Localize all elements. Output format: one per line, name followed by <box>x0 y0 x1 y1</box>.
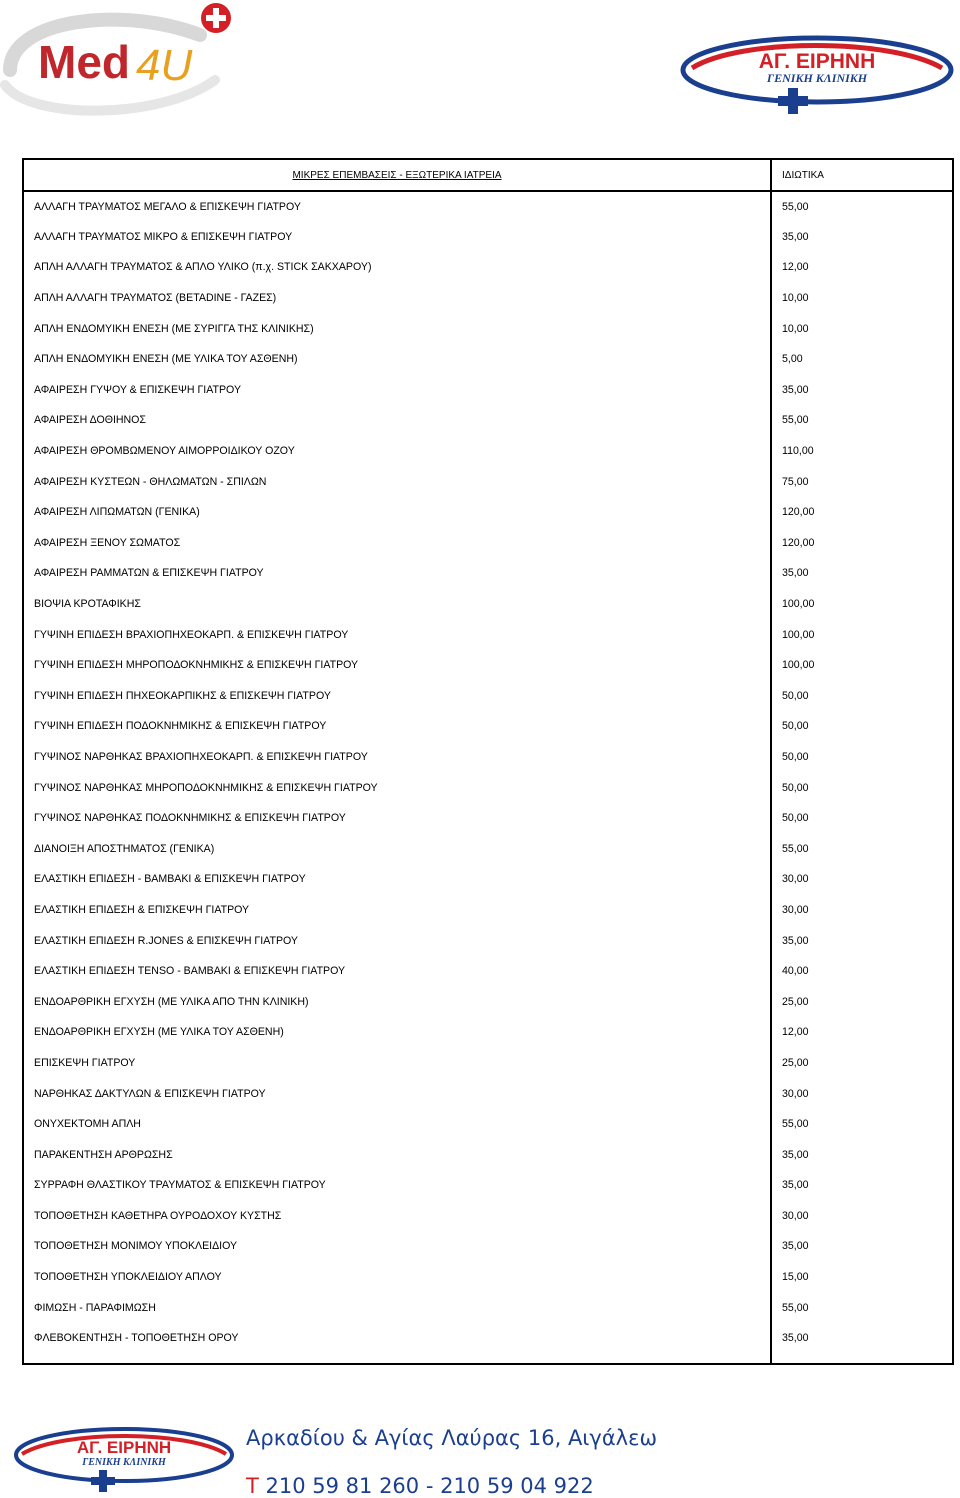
service-price: 40,00 <box>771 956 953 987</box>
service-price: 35,00 <box>771 1231 953 1262</box>
table-spacer-row <box>23 1354 953 1364</box>
service-price: 25,00 <box>771 1048 953 1079</box>
table-row <box>23 558 953 589</box>
medical-cross-icon <box>201 3 231 33</box>
service-price: 50,00 <box>771 742 953 773</box>
phone-prefix: T <box>246 1474 259 1498</box>
service-price: 10,00 <box>771 313 953 344</box>
table-row <box>23 528 953 559</box>
table-row <box>23 436 953 467</box>
table-row <box>23 283 953 314</box>
service-price: 110,00 <box>771 436 953 467</box>
med4u-logo-4u: 4U <box>136 41 193 90</box>
footer-address: Αρκαδίου & Αγίας Λαύρας 16, Αιγάλεω <box>246 1426 658 1450</box>
service-price: 30,00 <box>771 1201 953 1232</box>
price-table <box>22 158 954 1365</box>
clinic-logo-bottom <box>12 1422 237 1494</box>
table-row <box>23 1170 953 1201</box>
table-row <box>23 1078 953 1109</box>
table-row <box>23 742 953 773</box>
service-price: 100,00 <box>771 589 953 620</box>
table-row <box>23 803 953 834</box>
table-row <box>23 1262 953 1293</box>
service-name: ΔΙΑΝΟΙΞΗ ΑΠΟΣΤΗΜΑΤΟΣ (ΓΕΝΙΚΑ) <box>23 833 771 864</box>
table-row <box>23 1048 953 1079</box>
table-header-row <box>23 159 953 191</box>
table-row <box>23 833 953 864</box>
service-name: ΤΟΠΟΘΕΤΗΣΗ ΜΟΝΙΜΟΥ ΥΠΟΚΛΕΙΔΙΟΥ <box>23 1231 771 1262</box>
service-name: ΓΥΨΙΝΗ ΕΠΙΔΕΣΗ ΒΡΑΧΙΟΠΗΧΕΟΚΑΡΠ. & ΕΠΙΣΚΕΨΗ ΓΙΑΤΡΟΥ <box>23 619 771 650</box>
service-price: 50,00 <box>771 711 953 742</box>
service-name: ΑΛΛΑΓΗ ΤΡΑΥΜΑΤΟΣ ΜΙΚΡΟ & ΕΠΙΣΚΕΨΗ ΓΙΑΤΡΟΥ <box>23 222 771 253</box>
spacer-cell <box>23 1354 771 1364</box>
table-row <box>23 956 953 987</box>
service-name: ΑΠΛΗ ΑΛΛΑΓΗ ΤΡΑΥΜΑΤΟΣ (BETADINE - ΓΑΖΕΣ) <box>23 283 771 314</box>
service-name: ΓΥΨΙΝΟΣ ΝΑΡΘΗΚΑΣ ΒΡΑΧΙΟΠΗΧΕΟΚΑΡΠ. & ΕΠΙΣΚΕΨΗ ΓΙΑΤΡΟΥ <box>23 742 771 773</box>
service-name: ΓΥΨΙΝΗ ΕΠΙΔΕΣΗ ΜΗΡΟΠΟΔΟΚΝΗΜΙΚΗΣ & ΕΠΙΣΚΕΨΗ ΓΙΑΤΡΟΥ <box>23 650 771 681</box>
service-name: ΑΦΑΙΡΕΣΗ ΚΥΣΤΕΩΝ - ΘΗΛΩΜΑΤΩΝ - ΣΠΙΛΩΝ <box>23 466 771 497</box>
service-name: ΕΝΔΟΑΡΘΡΙΚΗ ΕΓΧΥΣΗ (ΜΕ ΥΛΙΚΑ ΤΟΥ ΑΣΘΕΝΗ) <box>23 1017 771 1048</box>
clinic-logo-bottom-subtitle: ΓΕΝΙΚΗ ΚΛΙΝΙΚΗ <box>82 1457 166 1468</box>
service-name: ΣΥΡΡΑΦΗ ΘΛΑΣΤΙΚΟΥ ΤΡΑΥΜΑΤΟΣ & ΕΠΙΣΚΕΨΗ ΓΙΑΤΡΟΥ <box>23 1170 771 1201</box>
table-row <box>23 650 953 681</box>
service-name: ΠΑΡΑΚΕΝΤΗΣΗ ΑΡΘΡΩΣΗΣ <box>23 1139 771 1170</box>
service-name: ΑΦΑΙΡΕΣΗ ΞΕΝΟΥ ΣΩΜΑΤΟΣ <box>23 528 771 559</box>
table-row <box>23 405 953 436</box>
table-row <box>23 1292 953 1323</box>
service-price: 12,00 <box>771 1017 953 1048</box>
service-price: 15,00 <box>771 1262 953 1293</box>
table-row <box>23 1017 953 1048</box>
clinic-logo-top <box>680 30 955 115</box>
spacer-cell <box>771 1354 953 1364</box>
clinic-logo-bottom-title: ΑΓ. ΕΙΡΗΝΗ <box>76 1438 172 1457</box>
service-name: ΓΥΨΙΝΟΣ ΝΑΡΘΗΚΑΣ ΜΗΡΟΠΟΔΟΚΝΗΜΙΚΗΣ & ΕΠΙΣΚΕΨΗ ΓΙΑΤΡΟΥ <box>23 772 771 803</box>
service-name: ΓΥΨΙΝΗ ΕΠΙΔΕΣΗ ΠΟΔΟΚΝΗΜΙΚΗΣ & ΕΠΙΣΚΕΨΗ ΓΙΑΤΡΟΥ <box>23 711 771 742</box>
service-price: 75,00 <box>771 466 953 497</box>
phone-numbers: 210 59 81 260 - 210 59 04 922 <box>265 1474 594 1498</box>
med4u-logo-med: Med <box>38 36 130 88</box>
service-price: 25,00 <box>771 986 953 1017</box>
table-row <box>23 375 953 406</box>
clinic-logo-subtitle: ΓΕΝΙΚΗ ΚΛΙΝΙΚΗ <box>766 71 868 85</box>
service-price: 55,00 <box>771 1109 953 1140</box>
table-row <box>23 986 953 1017</box>
table-row <box>23 1139 953 1170</box>
service-price: 55,00 <box>771 191 953 222</box>
service-price: 120,00 <box>771 528 953 559</box>
service-price: 55,00 <box>771 1292 953 1323</box>
service-name: ΓΥΨΙΝΟΣ ΝΑΡΘΗΚΑΣ ΠΟΔΟΚΝΗΜΙΚΗΣ & ΕΠΙΣΚΕΨΗ ΓΙΑΤΡΟΥ <box>23 803 771 834</box>
service-name: ΑΛΛΑΓΗ ΤΡΑΥΜΑΤΟΣ ΜΕΓΑΛΟ & ΕΠΙΣΚΕΨΗ ΓΙΑΤΡΟΥ <box>23 191 771 222</box>
service-price: 35,00 <box>771 1170 953 1201</box>
service-price: 100,00 <box>771 650 953 681</box>
table-row <box>23 864 953 895</box>
table-row <box>23 1231 953 1262</box>
service-name: ΤΟΠΟΘΕΤΗΣΗ ΥΠΟΚΛΕΙΔΙΟΥ ΑΠΛΟΥ <box>23 1262 771 1293</box>
service-name: ΑΦΑΙΡΕΣΗ ΔΟΘΙΗΝΟΣ <box>23 405 771 436</box>
med4u-logo <box>0 0 240 125</box>
service-price: 55,00 <box>771 405 953 436</box>
header-private: ΙΔΙΩΤΙΚΑ <box>771 159 953 191</box>
table-row <box>23 1109 953 1140</box>
table-row <box>23 681 953 712</box>
service-price: 35,00 <box>771 558 953 589</box>
service-name: ΦΙΜΩΣΗ - ΠΑΡΑΦΙΜΩΣΗ <box>23 1292 771 1323</box>
service-name: ΕΛΑΣΤΙΚΗ ΕΠΙΔΕΣΗ & ΕΠΙΣΚΕΨΗ ΓΙΑΤΡΟΥ <box>23 895 771 926</box>
service-price: 35,00 <box>771 1323 953 1354</box>
table-row <box>23 466 953 497</box>
service-name: ΑΠΛΗ ΕΝΔΟΜΥΙΚΗ ΕΝΕΣΗ (ΜΕ ΥΛΙΚΑ ΤΟΥ ΑΣΘΕΝΗ) <box>23 344 771 375</box>
table-row <box>23 252 953 283</box>
service-price: 50,00 <box>771 772 953 803</box>
service-price: 100,00 <box>771 619 953 650</box>
table-body <box>23 191 953 1364</box>
table-row <box>23 344 953 375</box>
service-name: ΑΦΑΙΡΕΣΗ ΛΙΠΩΜΑΤΩΝ (ΓΕΝΙΚΑ) <box>23 497 771 528</box>
table-row <box>23 589 953 620</box>
service-name: ΕΝΔΟΑΡΘΡΙΚΗ ΕΓΧΥΣΗ (ΜΕ ΥΛΙΚΑ ΑΠΟ ΤΗΝ ΚΛΙΝΙΚΗ) <box>23 986 771 1017</box>
table-row <box>23 1323 953 1354</box>
service-price: 12,00 <box>771 252 953 283</box>
service-name: ΕΛΑΣΤΙΚΗ ΕΠΙΔΕΣΗ TENSO - ΒΑΜΒΑΚΙ & ΕΠΙΣΚΕΨΗ ΓΙΑΤΡΟΥ <box>23 956 771 987</box>
service-price: 50,00 <box>771 681 953 712</box>
service-name: ΕΛΑΣΤΙΚΗ ΕΠΙΔΕΣΗ R.JONES & ΕΠΙΣΚΕΨΗ ΓΙΑΤΡΟΥ <box>23 925 771 956</box>
service-name: ΕΠΙΣΚΕΨΗ ΓΙΑΤΡΟΥ <box>23 1048 771 1079</box>
service-price: 10,00 <box>771 283 953 314</box>
service-name: ΕΛΑΣΤΙΚΗ ΕΠΙΔΕΣΗ - ΒΑΜΒΑΚΙ & ΕΠΙΣΚΕΨΗ ΓΙΑΤΡΟΥ <box>23 864 771 895</box>
service-name: ΒΙΟΨΙΑ ΚΡΟΤΑΦΙΚΗΣ <box>23 589 771 620</box>
service-name: ΟΝΥΧΕΚΤΟΜΗ ΑΠΛΗ <box>23 1109 771 1140</box>
table-row <box>23 772 953 803</box>
table-row <box>23 313 953 344</box>
service-price: 55,00 <box>771 833 953 864</box>
service-name: ΑΦΑΙΡΕΣΗ ΘΡΟΜΒΩΜΕΝΟΥ ΑΙΜΟΡΡΟΙΔΙΚΟΥ ΟΖΟΥ <box>23 436 771 467</box>
service-name: ΤΟΠΟΘΕΤΗΣΗ ΚΑΘΕΤΗΡΑ ΟΥΡΟΔΟΧΟΥ ΚΥΣΤΗΣ <box>23 1201 771 1232</box>
service-price: 120,00 <box>771 497 953 528</box>
table-row <box>23 925 953 956</box>
service-price: 5,00 <box>771 344 953 375</box>
header-service: ΜΙΚΡΕΣ ΕΠΕΜΒΑΣΕΙΣ - ΕΞΩΤΕΡΙΚΑ ΙΑΤΡΕΙΑ <box>23 159 771 191</box>
service-name: ΑΦΑΙΡΕΣΗ ΓΥΨΟΥ & ΕΠΙΣΚΕΨΗ ΓΙΑΤΡΟΥ <box>23 375 771 406</box>
service-price: 35,00 <box>771 375 953 406</box>
table-row <box>23 191 953 222</box>
service-name: ΑΦΑΙΡΕΣΗ ΡΑΜΜΑΤΩΝ & ΕΠΙΣΚΕΨΗ ΓΙΑΤΡΟΥ <box>23 558 771 589</box>
clinic-logo-title: ΑΓ. ΕΙΡΗΝΗ <box>758 50 876 73</box>
table-row <box>23 1201 953 1232</box>
table-row <box>23 222 953 253</box>
service-price: 50,00 <box>771 803 953 834</box>
service-price: 30,00 <box>771 864 953 895</box>
service-name: ΑΠΛΗ ΑΛΛΑΓΗ ΤΡΑΥΜΑΤΟΣ & ΑΠΛΟ ΥΛΙΚΟ (π.χ. STICK ΣΑΚΧΑΡΟΥ) <box>23 252 771 283</box>
service-name: ΝΑΡΘΗΚΑΣ ΔΑΚΤΥΛΩΝ & ΕΠΙΣΚΕΨΗ ΓΙΑΤΡΟΥ <box>23 1078 771 1109</box>
service-name: ΓΥΨΙΝΗ ΕΠΙΔΕΣΗ ΠΗΧΕΟΚΑΡΠΙΚΗΣ & ΕΠΙΣΚΕΨΗ ΓΙΑΤΡΟΥ <box>23 681 771 712</box>
table-row <box>23 711 953 742</box>
service-name: ΑΠΛΗ ΕΝΔΟΜΥΙΚΗ ΕΝΕΣΗ (ΜΕ ΣΥΡΙΓΓΑ ΤΗΣ ΚΛΙΝΙΚΗΣ) <box>23 313 771 344</box>
table-row <box>23 895 953 926</box>
table-row <box>23 619 953 650</box>
service-price: 30,00 <box>771 1078 953 1109</box>
service-price: 35,00 <box>771 925 953 956</box>
service-price: 35,00 <box>771 222 953 253</box>
service-name: ΦΛΕΒΟΚΕΝΤΗΣΗ - ΤΟΠΟΘΕΤΗΣΗ ΟΡΟΥ <box>23 1323 771 1354</box>
service-price: 30,00 <box>771 895 953 926</box>
table-row <box>23 497 953 528</box>
service-price: 35,00 <box>771 1139 953 1170</box>
footer-phone <box>246 1474 594 1498</box>
